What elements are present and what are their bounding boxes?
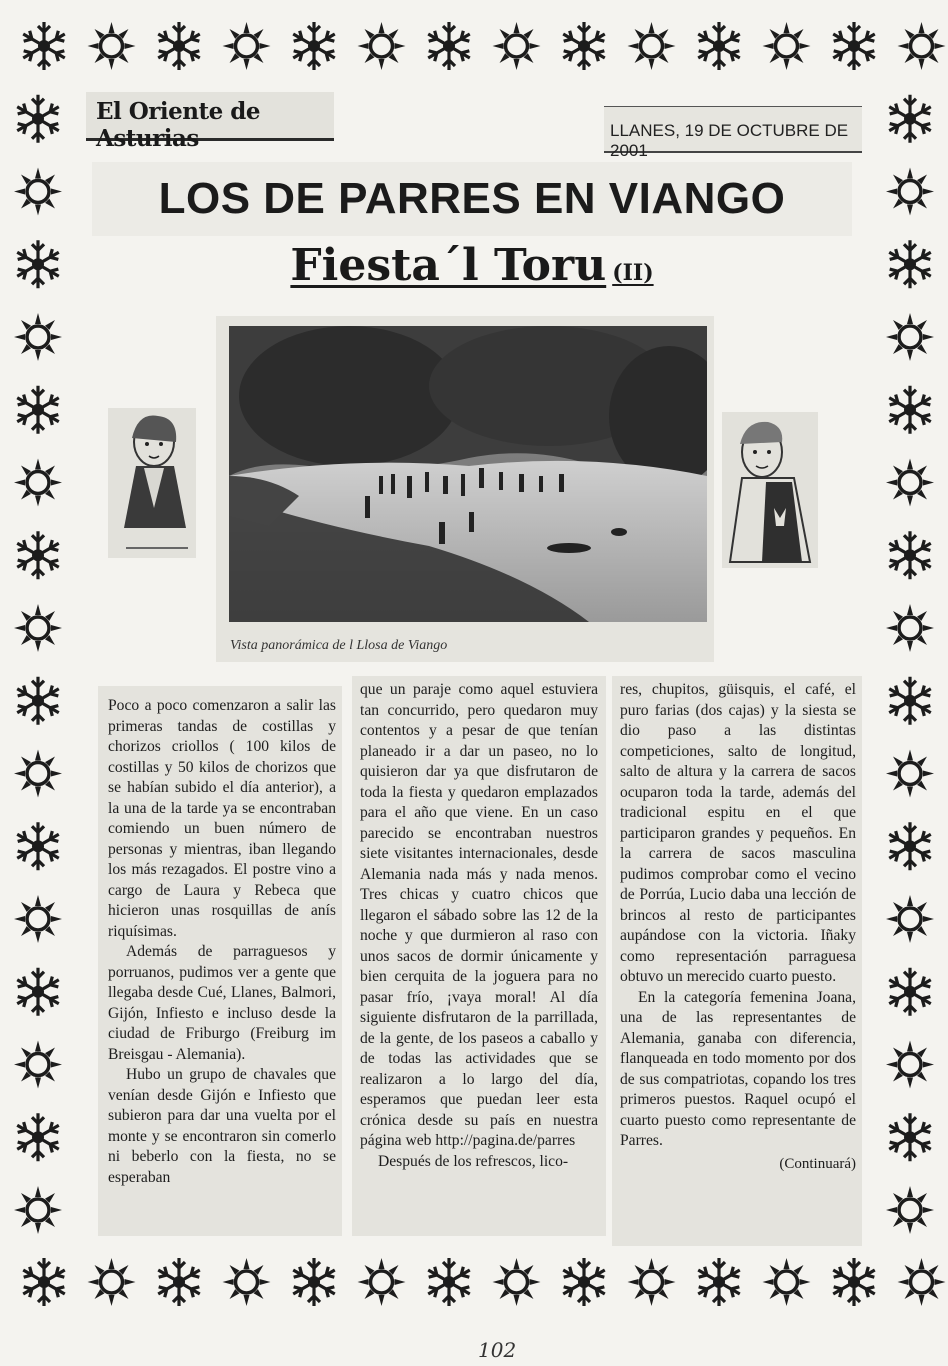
dateline [604, 106, 862, 160]
snowflake-icon [158, 1258, 200, 1306]
sun-icon [886, 750, 934, 798]
snowflake-icon [833, 1258, 875, 1306]
article-column-3 [612, 676, 862, 1246]
sun-icon [886, 168, 934, 216]
snowflake-icon [889, 677, 931, 725]
newspaper-masthead [86, 92, 334, 152]
sun-icon [886, 1186, 934, 1234]
article-column-2 [352, 676, 606, 1236]
snowflake-icon [158, 22, 200, 70]
snowflake-icon [293, 1258, 335, 1306]
paragraph: En la categoría femenina Joana, una de las representantes de Alemania, ganaba con diferencia, flanqueada en todo momento por dos de sus compatriotas, copando los tres primeros puestos. Raquel ocupó el cuarto puesto como representante de Parres. [620, 988, 856, 1149]
snowflake-icon [889, 1113, 931, 1161]
snowflake-icon [833, 22, 875, 70]
subheadline-main: Fiesta´l Toru [290, 240, 607, 291]
snowflake-icon [17, 968, 59, 1016]
page-number: 102 [478, 1338, 517, 1362]
snowflake-icon [889, 95, 931, 143]
sun-icon [88, 22, 136, 70]
snowflake-icon [563, 22, 605, 70]
paragraph: Además de parraguesos y porruanos, pudimos ver a gente que llegaba desde Cué, Llanes, Balmori, Gijón, Infiesto e incluso desde la ciudad de Friburgo (Freiburg im Breisgau - Alemania). [108, 943, 336, 1063]
snowflake-icon [23, 22, 65, 70]
photo-caption: Vista panorámica de l Llosa de Viango [230, 638, 448, 653]
sun-icon [358, 22, 406, 70]
sketch-woman-illustration [108, 408, 196, 558]
snowflake-icon [17, 95, 59, 143]
paragraph: Poco a poco comenzaron a salir las primeras tandas de costillas y chorizos criollos ( 100 kilos de costillas y 50 kilos de chorizos que se habían subido el día anterior), a la una de la tarde ya se encontraban comiendo un buen número de personas y mientras, iban llegando los más rezagados. El postre vino a cargo de Laura y Rebeca que hicieron unas rosquillas de anís riquísimas. [108, 697, 336, 940]
sun-icon [898, 1258, 946, 1306]
headline-box [92, 162, 852, 236]
snowflake-icon [889, 240, 931, 288]
snowflake-icon [17, 822, 59, 870]
headline: LOS DE PARRES EN VIANGO [158, 174, 786, 223]
sun-icon [886, 1041, 934, 1089]
snowflake-icon [698, 1258, 740, 1306]
paragraph: que un paraje como aquel estuviera tan concurrido, pero quedaron muy contentos y a pesar de que tenían planeado ir a dar un paseo, no lo quisieron dar ya que disfrutaron de toda la fiesta y quedaron emplazados para el año que viene. En un caso parecido se encontraban nuestros siete visitantes internacionales, desde Alemania nada más y nada menos. Tres chicas y cuatro chicos que llegaron el sábado sobre las 12 de la noche y que durmieron al raso con unos sacos de dormir únicamente y bien cerquita de la joguera para no pasar frío, ¡vaya moral! Al día siguiente disfrutaron de la parrillada, de la gente, de los paseos a caballo y de todas las actividades que se realizaron a lo largo del día, esperamos que puedan leer esta crónica desde su país en nuestra página web http://pagina.de/parres [360, 681, 598, 1149]
snowflake-icon [889, 386, 931, 434]
snowflake-icon [17, 386, 59, 434]
sun-icon [14, 168, 62, 216]
snowflake-icon [17, 1113, 59, 1161]
continued-note: (Continuará) [779, 1155, 856, 1172]
sun-icon [886, 313, 934, 361]
snowflake-icon [293, 22, 335, 70]
snowflake-icon [17, 531, 59, 579]
sun-icon [14, 1041, 62, 1089]
sun-icon [14, 750, 62, 798]
snowflake-icon [17, 240, 59, 288]
snowflake-icon [889, 822, 931, 870]
sun-icon [628, 22, 676, 70]
sketch-man-illustration [722, 412, 818, 568]
sun-icon [898, 22, 946, 70]
article-column-1 [98, 686, 342, 1236]
sun-icon [14, 459, 62, 507]
dateline-text: LLANES, 19 DE OCTUBRE DE 2001 [610, 121, 849, 160]
paragraph: Después de los refrescos, lico- [378, 1152, 569, 1170]
paragraph: res, chupitos, güisquis, el café, el puro farias (dos cajas) y la siesta se dio paso a las distintas competiciones, salto de longitud, salto de altura y la carrera de sacos ocuparon toda la tarde, además del tradicional espitu en el que participaron grandes y pequeños. En la carrera de sacos masculina pudimos comprobar como el vecino de Porrúa, Lucio daba una lección de brincos al resto de participantes aupándose con la victoria. Iñaky como representación parraguesa obtuvo un merecido cuarto puesto. [620, 681, 856, 985]
sun-icon [763, 22, 811, 70]
sun-icon [886, 604, 934, 652]
subheadline [262, 240, 682, 302]
snowflake-icon [428, 1258, 470, 1306]
sun-icon [493, 1258, 541, 1306]
snowflake-icon [23, 1258, 65, 1306]
sun-icon [223, 1258, 271, 1306]
snowflake-icon [428, 22, 470, 70]
paragraph: Hubo un grupo de chavales que venían desde Gijón e Infiesto que subieron para dar una vuelta por el monte y se encontraron sin comerlo ni beberlo con la fiesta, no se esperaban [108, 1066, 336, 1186]
sun-icon [763, 1258, 811, 1306]
sun-icon [358, 1258, 406, 1306]
sun-icon [14, 313, 62, 361]
snowflake-icon [698, 22, 740, 70]
sun-icon [628, 1258, 676, 1306]
snowflake-icon [889, 531, 931, 579]
sun-icon [886, 459, 934, 507]
sun-icon [14, 895, 62, 943]
snowflake-icon [889, 968, 931, 1016]
masthead-text: El Oriente de Asturias [96, 98, 261, 152]
sun-icon [88, 1258, 136, 1306]
sun-icon [223, 22, 271, 70]
sun-icon [14, 604, 62, 652]
sun-icon [493, 22, 541, 70]
subheadline-part: (II) [612, 260, 654, 286]
sun-icon [14, 1186, 62, 1234]
snowflake-icon [563, 1258, 605, 1306]
snowflake-icon [17, 677, 59, 725]
sun-icon [886, 895, 934, 943]
panoramic-photo [229, 326, 707, 622]
